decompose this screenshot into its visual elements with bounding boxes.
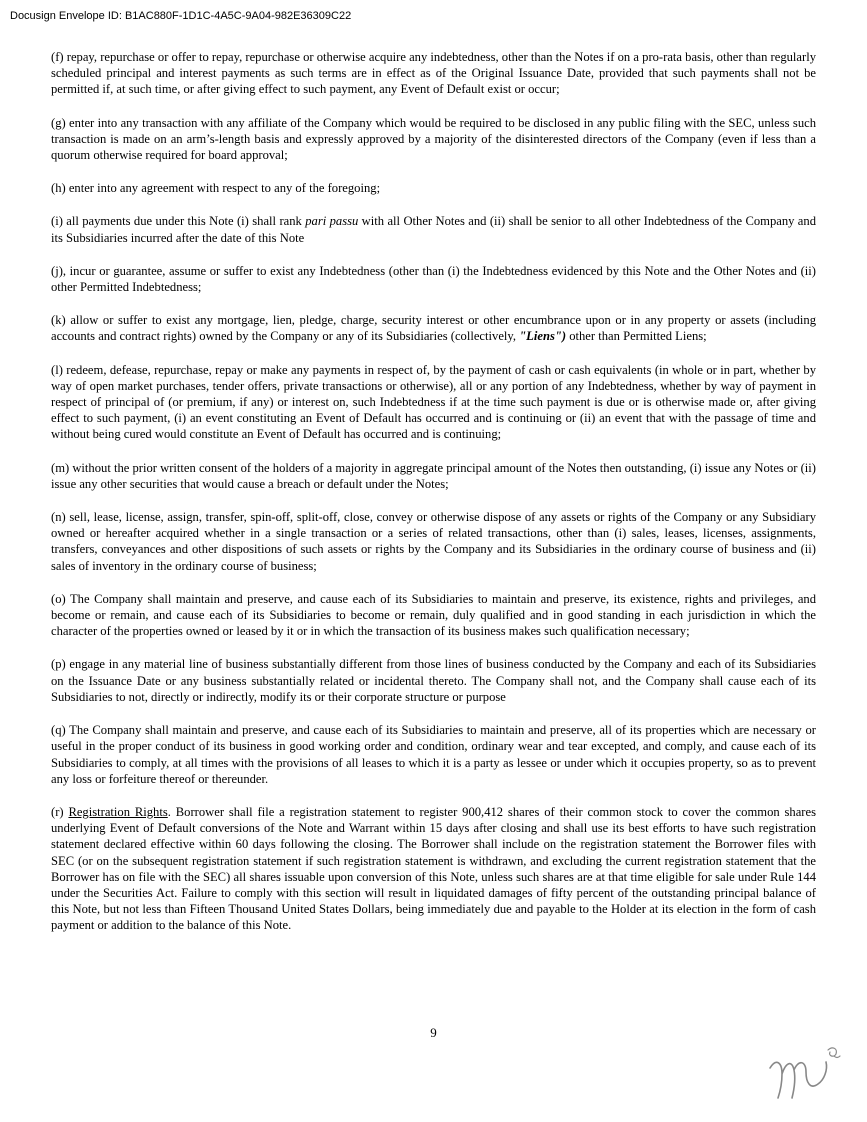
clause-n: (n) sell, lease, license, assign, transfer, spin-off, split-off, close, convey or otherwise dispose of any assets or rights of the Company or any Subsidiary owned or hereafter acquired whether in a single transaction or a series of related transactions, other than (i) sales, leases, licenses, assignments, transfers, conveyances and other dispositions of such assets or rights by the Company and its Subsidiaries in the ordinary course of business and (ii) sales of inventory in the ordinary course of business; (51, 510, 816, 573)
clause-r-body: . Borrower shall file a registration statement to register 900,412 shares of their common stock to cover the common shares underlying Event of Default conversions of the Note and Warrant within 15 days after closing and shall use its best efforts to have such registration statement declared effective within 60 days following the closing. The Borrower shall include on the registration statement the Borrower files with SEC (or on the subsequent registration statement if such registration statement is withdrawn, and excluding the current registration statement that the Borrower has on file with the SEC) all shares issuable upon conversion of this Note, unless such shares are at that time eligible for sale under Rule 144 under the Securities Act. Failure to comply with this section will result in liquidated damages of fifty percent of the outstanding principal balance of this Note, but not less than Fifteen Thousand United States Dollars, being immediately due and payable to the Holder at its election in the form of cash payment or addition to the balance of this Note. (51, 804, 816, 933)
clause-l: (l) redeem, defease, repurchase, repay or make any payments in respect of, by the payment of cash or cash equivalents (in whole or in part, whether by way of open market purchases, tender offers, private transactions or otherwise), all or any portion of any Indebtedness, whether by way of payment in respect of principal of (or premium, if any) or interest on, such Indebtedness if at the time such payment is due or is otherwise made or, after giving effect to such payment, (i) an event constituting an Event of Default has occurred and is continuing or (ii) an event that with the passage of time and without being cured would constitute an Event of Default has occurred and is continuing; (51, 362, 816, 442)
clause-k-text-end: other than Permitted Liens; (566, 329, 707, 344)
clause-k-text-start: (k) allow or suffer to exist any mortgage, lien, pledge, charge, security interest or other encumbrance upon or in any property or assets (including accounts and contract rights) owned by the Company or any of its Subsidiaries (collectively, (51, 313, 816, 344)
clause-k (51, 312, 816, 344)
clause-i-text-end: with all Other Notes and (ii) shall be senior to all other Indebtedness of the Company and its Subsidiaries incurred after the date of this Note (51, 214, 816, 245)
clause-p: (p) engage in any material line of business substantially different from those lines of business conducted by the Company and each of its Subsidiaries on the Issuance Date or any business substantially related or incidental thereto. The Company shall not, and the Company shall cause each of its Subsidiaries to not, directly or indirectly, modify its or their corporate structure or purpose (51, 657, 816, 704)
clause-i-text-start: (i) all payments due under this Note (i) shall rank (51, 214, 306, 229)
clause-r (51, 804, 816, 934)
initials-signature (762, 1040, 842, 1104)
clause-f: (f) repay, repurchase or offer to repay, repurchase or otherwise acquire any indebtedness, other than the Notes if on a pro-rata basis, other than regularly scheduled principal and interest payments as such terms are in effect as of the Original Issuance Date, provided that such payments shall not be permitted if, at such time, or after giving effect to such payment, any Event of Default exist or occur; (51, 50, 816, 97)
clause-j: (j), incur or guarantee, assume or suffer to exist any Indebtedness (other than (i) the Indebtedness evidenced by this Note and the Other Notes and (ii) other Permitted Indebtedness; (51, 263, 816, 295)
clause-h: (h) enter into any agreement with respect to any of the foregoing; (51, 181, 381, 196)
clause-k-liens-term: "Liens") (519, 329, 567, 344)
clause-r-prefix: (r) (51, 804, 69, 819)
clause-o: (o) The Company shall maintain and preserve, and cause each of its Subsidiaries to maintain and preserve, its existence, rights and privileges, and become or remain, and cause each of its Subsidiaries to become or remain, duly qualified and in good standing in each jurisdiction in which the character of the properties owned or leased by it or in which the transaction of its business makes such qualification necessary; (51, 591, 816, 639)
document-body (51, 49, 816, 934)
clause-i-pari-passu: pari passu (305, 214, 359, 229)
clause-r-heading: Registration Rights (68, 804, 168, 819)
clause-q: (q) The Company shall maintain and preserve, and cause each of its Subsidiaries to maintain and preserve, all of its properties which are necessary or useful in the proper conduct of its business in good working order and condition, ordinary wear and tear excepted, and comply, and cause each of its Subsidiaries to comply, at all times with the provisions of all leases to which it is a party as lessee or under which it occupies property, so as to prevent any loss or forfeiture thereof or thereunder. (51, 723, 816, 786)
clause-i (51, 213, 816, 245)
clause-g: (g) enter into any transaction with any affiliate of the Company which would be required to be disclosed in any public filing with the SEC, unless such transaction is made on an arm’s-length basis and expressly approved by a majority of the disinterested directors of the Company (even if less than a quorum otherwise required for board approval; (51, 115, 816, 163)
page-number: 9 (430, 1025, 437, 1040)
clause-m: (m) without the prior written consent of the holders of a majority in aggregate principal amount of the Notes then outstanding, (i) issue any Notes or (ii) issue any other securities that would cause a breach or default under the Notes; (51, 460, 816, 491)
envelope-id: Docusign Envelope ID: B1AC880F-1D1C-4A5C-9A04-982E36309C22 (10, 10, 352, 22)
